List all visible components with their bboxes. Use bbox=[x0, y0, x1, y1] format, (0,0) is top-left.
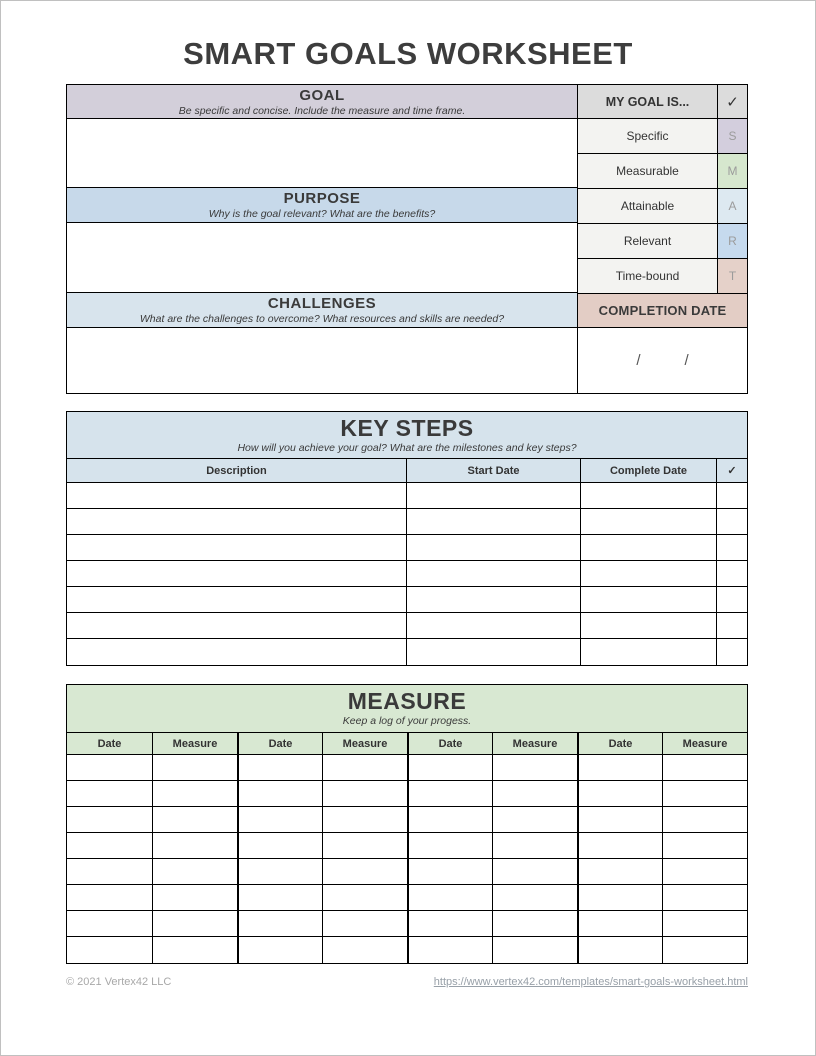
measure-value-cell[interactable] bbox=[152, 859, 237, 884]
template-link[interactable]: https://www.vertex42.com/templates/smart-goals-worksheet.html bbox=[433, 976, 748, 988]
key-step-check-cell[interactable] bbox=[716, 613, 747, 638]
measure-value-cell[interactable] bbox=[662, 833, 747, 858]
measure-value-cell[interactable] bbox=[662, 885, 747, 910]
purpose-title: PURPOSE bbox=[283, 190, 361, 207]
smart-items bbox=[578, 119, 747, 294]
smart-item-check-cell[interactable]: A bbox=[717, 189, 747, 223]
measure-date-cell[interactable] bbox=[577, 885, 662, 910]
measure-date-cell[interactable] bbox=[237, 911, 322, 936]
smart-item-check-cell[interactable]: R bbox=[717, 224, 747, 258]
measure-value-cell[interactable] bbox=[662, 911, 747, 936]
key-step-description-cell[interactable] bbox=[67, 613, 406, 638]
measure-value-cell[interactable] bbox=[322, 911, 407, 936]
measure-date-cell[interactable] bbox=[237, 781, 322, 806]
measure-value-cell[interactable] bbox=[152, 911, 237, 936]
measure-value-cell[interactable] bbox=[492, 781, 577, 806]
key-step-description-cell[interactable] bbox=[67, 639, 406, 665]
measure-date-cell[interactable] bbox=[577, 833, 662, 858]
key-steps-column-headers bbox=[67, 459, 747, 483]
content-area bbox=[66, 84, 748, 988]
smart-item-check-cell[interactable]: S bbox=[717, 119, 747, 153]
measure-date-cell[interactable] bbox=[237, 755, 322, 780]
measure-col-date: Date bbox=[237, 733, 322, 754]
key-step-row bbox=[67, 613, 747, 639]
key-step-complete-date-cell[interactable] bbox=[580, 561, 716, 586]
key-step-row bbox=[67, 483, 747, 509]
key-step-check-cell[interactable] bbox=[716, 483, 747, 508]
key-steps-col-checkmark-icon: ✓ bbox=[716, 459, 747, 482]
date-slash: / bbox=[636, 352, 641, 369]
smart-item-row bbox=[578, 224, 747, 259]
goal-title: GOAL bbox=[299, 87, 345, 104]
measure-row bbox=[67, 885, 747, 911]
measure-value-cell[interactable] bbox=[322, 755, 407, 780]
smart-checklist bbox=[577, 85, 747, 393]
measure-value-cell[interactable] bbox=[492, 885, 577, 910]
smart-item-row bbox=[578, 154, 747, 189]
measure-row bbox=[67, 833, 747, 859]
measure-date-cell[interactable] bbox=[407, 937, 492, 963]
key-step-start-date-cell[interactable] bbox=[406, 639, 580, 665]
measure-value-cell[interactable] bbox=[322, 937, 407, 963]
measure-value-cell[interactable] bbox=[152, 755, 237, 780]
measure-col-date: Date bbox=[407, 733, 492, 754]
smart-item-label: Relevant bbox=[578, 224, 717, 258]
footer bbox=[66, 976, 748, 988]
measure-value-cell[interactable] bbox=[662, 807, 747, 832]
measure-rows bbox=[67, 755, 747, 963]
smart-item-check-cell[interactable]: M bbox=[717, 154, 747, 188]
measure-date-cell[interactable] bbox=[407, 885, 492, 910]
measure-col-date: Date bbox=[577, 733, 662, 754]
key-steps-table bbox=[66, 411, 748, 666]
key-step-complete-date-cell[interactable] bbox=[580, 535, 716, 560]
measure-value-cell[interactable] bbox=[492, 911, 577, 936]
measure-value-cell[interactable] bbox=[322, 807, 407, 832]
measure-value-cell[interactable] bbox=[322, 833, 407, 858]
measure-value-cell[interactable] bbox=[152, 807, 237, 832]
measure-row bbox=[67, 807, 747, 833]
measure-table bbox=[66, 684, 748, 964]
measure-date-cell[interactable] bbox=[577, 937, 662, 963]
measure-column-headers bbox=[67, 733, 747, 755]
smart-item-label: Specific bbox=[578, 119, 717, 153]
measure-date-cell[interactable] bbox=[67, 911, 152, 936]
measure-title: MEASURE bbox=[347, 688, 467, 714]
smart-item-label: Attainable bbox=[578, 189, 717, 223]
purpose-input[interactable] bbox=[67, 223, 577, 293]
measure-header bbox=[67, 685, 747, 733]
key-step-start-date-cell[interactable] bbox=[406, 613, 580, 638]
measure-date-cell[interactable] bbox=[407, 833, 492, 858]
measure-value-cell[interactable] bbox=[662, 755, 747, 780]
measure-date-cell[interactable] bbox=[407, 755, 492, 780]
my-goal-is-label: MY GOAL IS... bbox=[605, 94, 690, 109]
measure-value-cell[interactable] bbox=[152, 885, 237, 910]
measure-date-cell[interactable] bbox=[577, 911, 662, 936]
measure-value-cell[interactable] bbox=[492, 755, 577, 780]
measure-date-cell[interactable] bbox=[237, 807, 322, 832]
key-step-complete-date-cell[interactable] bbox=[580, 483, 716, 508]
key-step-row bbox=[67, 561, 747, 587]
measure-date-cell[interactable] bbox=[237, 859, 322, 884]
key-steps-subtitle: How will you achieve your goal? What are the milestones and key steps? bbox=[237, 442, 577, 454]
key-step-row bbox=[67, 587, 747, 613]
measure-row bbox=[67, 755, 747, 781]
measure-date-cell[interactable] bbox=[407, 911, 492, 936]
key-steps-title: KEY STEPS bbox=[340, 415, 474, 441]
measure-date-cell[interactable] bbox=[67, 937, 152, 963]
measure-date-cell[interactable] bbox=[67, 781, 152, 806]
challenges-section-header bbox=[67, 293, 577, 328]
measure-col-date: Date bbox=[97, 737, 122, 750]
key-step-start-date-cell[interactable] bbox=[406, 587, 580, 612]
measure-value-cell[interactable] bbox=[492, 937, 577, 963]
measure-row bbox=[67, 859, 747, 885]
measure-value-cell[interactable] bbox=[662, 859, 747, 884]
measure-col-measure: Measure bbox=[492, 733, 577, 754]
key-step-start-date-cell[interactable] bbox=[406, 483, 580, 508]
key-step-description-cell[interactable] bbox=[67, 483, 406, 508]
purpose-section-header bbox=[67, 188, 577, 223]
measure-value-cell[interactable] bbox=[322, 859, 407, 884]
goal-input[interactable] bbox=[67, 119, 577, 188]
page-title: SMART GOALS WORKSHEET bbox=[183, 36, 633, 71]
measure-row bbox=[67, 911, 747, 937]
smart-item-check-cell[interactable]: T bbox=[717, 259, 747, 293]
goal-overview-table bbox=[66, 84, 748, 394]
key-step-check-cell[interactable] bbox=[716, 639, 747, 665]
completion-date-header: COMPLETION DATE bbox=[578, 294, 747, 328]
key-step-start-date-cell[interactable] bbox=[406, 535, 580, 560]
copyright-text: © 2021 Vertex42 LLC bbox=[66, 976, 172, 988]
date-slash: / bbox=[684, 352, 689, 369]
measure-value-cell[interactable] bbox=[152, 937, 237, 963]
measure-date-cell[interactable] bbox=[237, 885, 322, 910]
smart-item-row bbox=[578, 119, 747, 154]
measure-row bbox=[67, 781, 747, 807]
measure-date-cell[interactable] bbox=[577, 859, 662, 884]
challenges-subtitle: What are the challenges to overcome? What resources and skills are needed? bbox=[139, 313, 505, 325]
measure-col-measure: Measure bbox=[662, 733, 747, 754]
measure-subtitle: Keep a log of your progess. bbox=[342, 715, 472, 727]
key-step-row bbox=[67, 639, 747, 665]
key-step-complete-date-cell[interactable] bbox=[580, 587, 716, 612]
measure-value-cell[interactable] bbox=[492, 807, 577, 832]
measure-value-cell[interactable] bbox=[152, 781, 237, 806]
key-step-complete-date-cell[interactable] bbox=[580, 639, 716, 665]
measure-row bbox=[67, 937, 747, 963]
challenges-input[interactable] bbox=[67, 328, 577, 393]
completion-date-input[interactable] bbox=[578, 328, 747, 393]
measure-value-cell[interactable] bbox=[662, 937, 747, 963]
checkmark-icon: ✓ bbox=[717, 85, 747, 118]
measure-date-cell[interactable] bbox=[67, 859, 152, 884]
measure-value-cell[interactable] bbox=[152, 833, 237, 858]
goal-subtitle: Be specific and concise. Include the measure and time frame. bbox=[178, 105, 466, 117]
measure-date-cell[interactable] bbox=[67, 833, 152, 858]
key-step-row bbox=[67, 535, 747, 561]
measure-value-cell[interactable] bbox=[322, 885, 407, 910]
key-step-check-cell[interactable] bbox=[716, 587, 747, 612]
key-steps-col-start-date: Start Date bbox=[406, 459, 580, 482]
key-step-check-cell[interactable] bbox=[716, 535, 747, 560]
key-steps-col-description: Description bbox=[206, 464, 267, 477]
measure-value-cell[interactable] bbox=[492, 833, 577, 858]
key-step-description-cell[interactable] bbox=[67, 535, 406, 560]
smart-checklist-header bbox=[578, 85, 747, 119]
goal-sections bbox=[67, 85, 577, 393]
key-step-complete-date-cell[interactable] bbox=[580, 509, 716, 534]
key-step-description-cell[interactable] bbox=[67, 587, 406, 612]
smart-item-label: Measurable bbox=[578, 154, 717, 188]
key-step-start-date-cell[interactable] bbox=[406, 509, 580, 534]
measure-date-cell[interactable] bbox=[577, 755, 662, 780]
key-steps-rows bbox=[67, 483, 747, 665]
key-step-complete-date-cell[interactable] bbox=[580, 613, 716, 638]
goal-section-header bbox=[67, 85, 577, 119]
measure-col-measure: Measure bbox=[322, 733, 407, 754]
key-step-check-cell[interactable] bbox=[716, 509, 747, 534]
measure-date-cell[interactable] bbox=[237, 937, 322, 963]
measure-value-cell[interactable] bbox=[662, 781, 747, 806]
measure-value-cell[interactable] bbox=[322, 781, 407, 806]
key-steps-col-complete-date: Complete Date bbox=[580, 459, 716, 482]
measure-col-measure: Measure bbox=[152, 733, 237, 754]
key-step-check-cell[interactable] bbox=[716, 561, 747, 586]
measure-date-cell[interactable] bbox=[577, 781, 662, 806]
measure-value-cell[interactable] bbox=[492, 859, 577, 884]
measure-date-cell[interactable] bbox=[407, 781, 492, 806]
key-step-start-date-cell[interactable] bbox=[406, 561, 580, 586]
measure-date-cell[interactable] bbox=[407, 807, 492, 832]
smart-item-label: Time-bound bbox=[578, 259, 717, 293]
measure-date-cell[interactable] bbox=[237, 833, 322, 858]
measure-date-cell[interactable] bbox=[577, 807, 662, 832]
smart-item-row bbox=[578, 189, 747, 224]
key-step-description-cell[interactable] bbox=[67, 509, 406, 534]
key-step-description-cell[interactable] bbox=[67, 561, 406, 586]
measure-date-cell[interactable] bbox=[67, 755, 152, 780]
measure-date-cell[interactable] bbox=[67, 885, 152, 910]
measure-date-cell[interactable] bbox=[67, 807, 152, 832]
purpose-subtitle: Why is the goal relevant? What are the benefits? bbox=[208, 208, 436, 220]
key-step-row bbox=[67, 509, 747, 535]
measure-date-cell[interactable] bbox=[407, 859, 492, 884]
challenges-title: CHALLENGES bbox=[267, 295, 377, 312]
key-steps-header bbox=[67, 412, 747, 459]
smart-item-row bbox=[578, 259, 747, 294]
